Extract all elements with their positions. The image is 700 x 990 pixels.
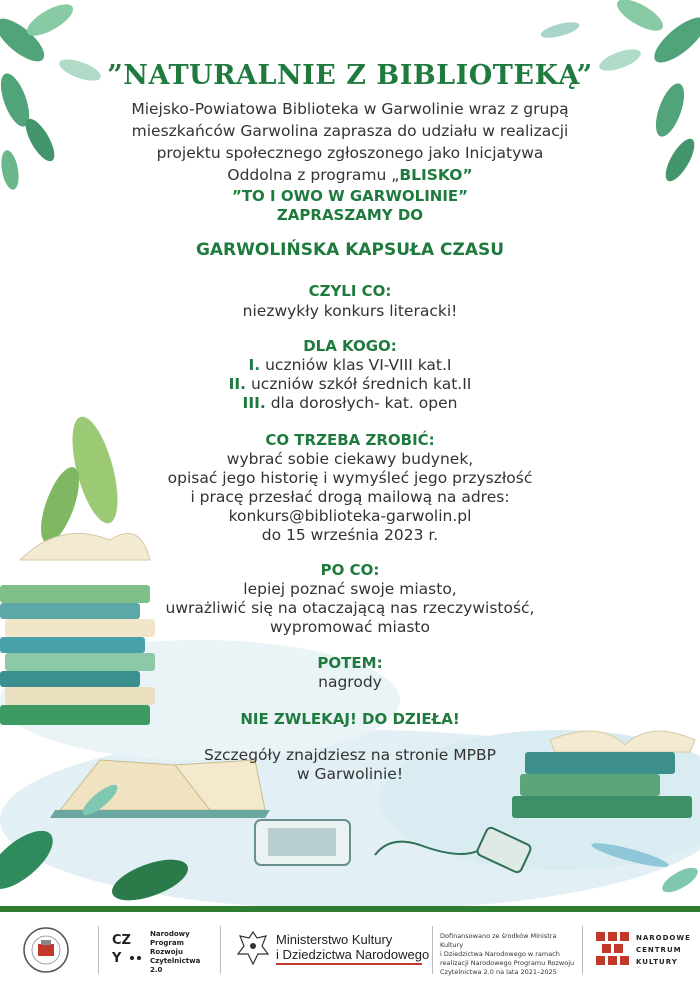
svg-text:Y: Y — [112, 951, 122, 966]
intro-line-prefix: Oddolna z programu „ — [227, 166, 400, 184]
category-number: III. — [242, 394, 266, 412]
deadline-text: do 15 września 2023 r. — [261, 526, 439, 544]
invite-text: ZAPRASZAMY DO — [276, 206, 424, 224]
purpose-line: lepiej poznać swoje miasto, — [243, 580, 457, 598]
intro-paragraph — [90, 98, 610, 186]
footer-separator — [582, 926, 583, 974]
section-heading-then: POTEM: — [317, 654, 383, 672]
category-text: uczniów klas VI-VIII kat.I — [265, 356, 452, 374]
instruction-line: opisać jego historię i wymyśleć jego przyszłość — [167, 469, 533, 487]
library-seal-icon — [22, 926, 70, 974]
ministry-name: Ministerstwo Kultury i Dziedzictwa Narodowego — [276, 932, 429, 965]
details-line: w Garwolinie! — [296, 765, 404, 783]
instruction-line: wybrać sobie ciekawy budynek, — [226, 450, 474, 468]
details-line: Szczegóły znajdziesz na stronie MPBP — [204, 746, 496, 764]
project-name: ”TO I OWO W GARWOLINIE” — [231, 187, 469, 205]
section-heading-what: CZYLI CO: — [308, 282, 392, 300]
intro-line: projektu społecznego zgłoszonego jako Inicjatywa — [156, 144, 544, 162]
category-item — [0, 394, 700, 412]
footer-separator — [220, 926, 221, 974]
intro-line: Miejsko-Powiatowa Biblioteka w Garwolinie wraz z grupą — [131, 100, 569, 118]
svg-text:CZ: CZ — [112, 933, 131, 948]
nck-text: NARODOWE CENTRUM KULTURY — [636, 934, 691, 966]
section-text-what: niezwykły konkurs literacki! — [242, 302, 458, 320]
polish-eagle-icon — [236, 928, 270, 968]
contact-email: konkurs@biblioteka-garwolin.pl — [228, 507, 472, 525]
instruction-line: i pracę przesłać drogą mailową na adres: — [190, 488, 510, 506]
category-item — [0, 356, 700, 374]
category-number: II. — [228, 375, 247, 393]
leaves-top-left-icon — [0, 0, 103, 191]
purpose-line: wypromować miasto — [270, 618, 430, 636]
nprcz-logo-icon — [110, 930, 144, 970]
intro-line — [90, 164, 610, 186]
category-number: I. — [248, 356, 261, 374]
category-text: dla dorosłych- kat. open — [270, 394, 458, 412]
footer-separator — [432, 926, 433, 974]
funding-note: Dofinansowano ze środków Ministra Kultury i Dziedzictwa Narodowego w ramach realizacji Narodowego Programu Rozwoju Czytelnictwa 2.0 na lata 2021–2025 — [440, 932, 575, 976]
section-heading-how: CO TRZEBA ZROBIĆ: — [265, 431, 435, 449]
nprcz-text: Narodowy Program Rozwoju Czytelnictwa 2.0 — [150, 930, 201, 974]
ministry-underline — [276, 963, 422, 965]
category-text: uczniów szkół średnich kat.II — [250, 375, 472, 393]
event-title: GARWOLIŃSKA KAPSUŁA CZASU — [195, 240, 505, 260]
intro-line-suffix: ” — [462, 166, 473, 184]
category-item — [0, 375, 700, 393]
section-heading-who: DLA KOGO: — [303, 337, 397, 355]
nck-logo-icon — [596, 932, 630, 966]
section-heading-why: PO CO: — [320, 561, 380, 579]
program-name: BLISKO — [399, 166, 463, 184]
intro-line: mieszkańców Garwolina zaprasza do udziału w realizacji — [131, 122, 569, 140]
tablet-icon — [255, 820, 350, 865]
section-text-then: nagrody — [318, 673, 382, 691]
footer-separator — [98, 926, 99, 974]
footer-logos — [0, 912, 700, 990]
poster-title: ”NATURALNIE Z BIBLIOTEKĄ” — [107, 60, 593, 91]
call-to-action: NIE ZWLEKAJ! DO DZIEŁA! — [240, 710, 460, 728]
purpose-line: uwrażliwić się na otaczającą nas rzeczywistość, — [165, 599, 535, 617]
